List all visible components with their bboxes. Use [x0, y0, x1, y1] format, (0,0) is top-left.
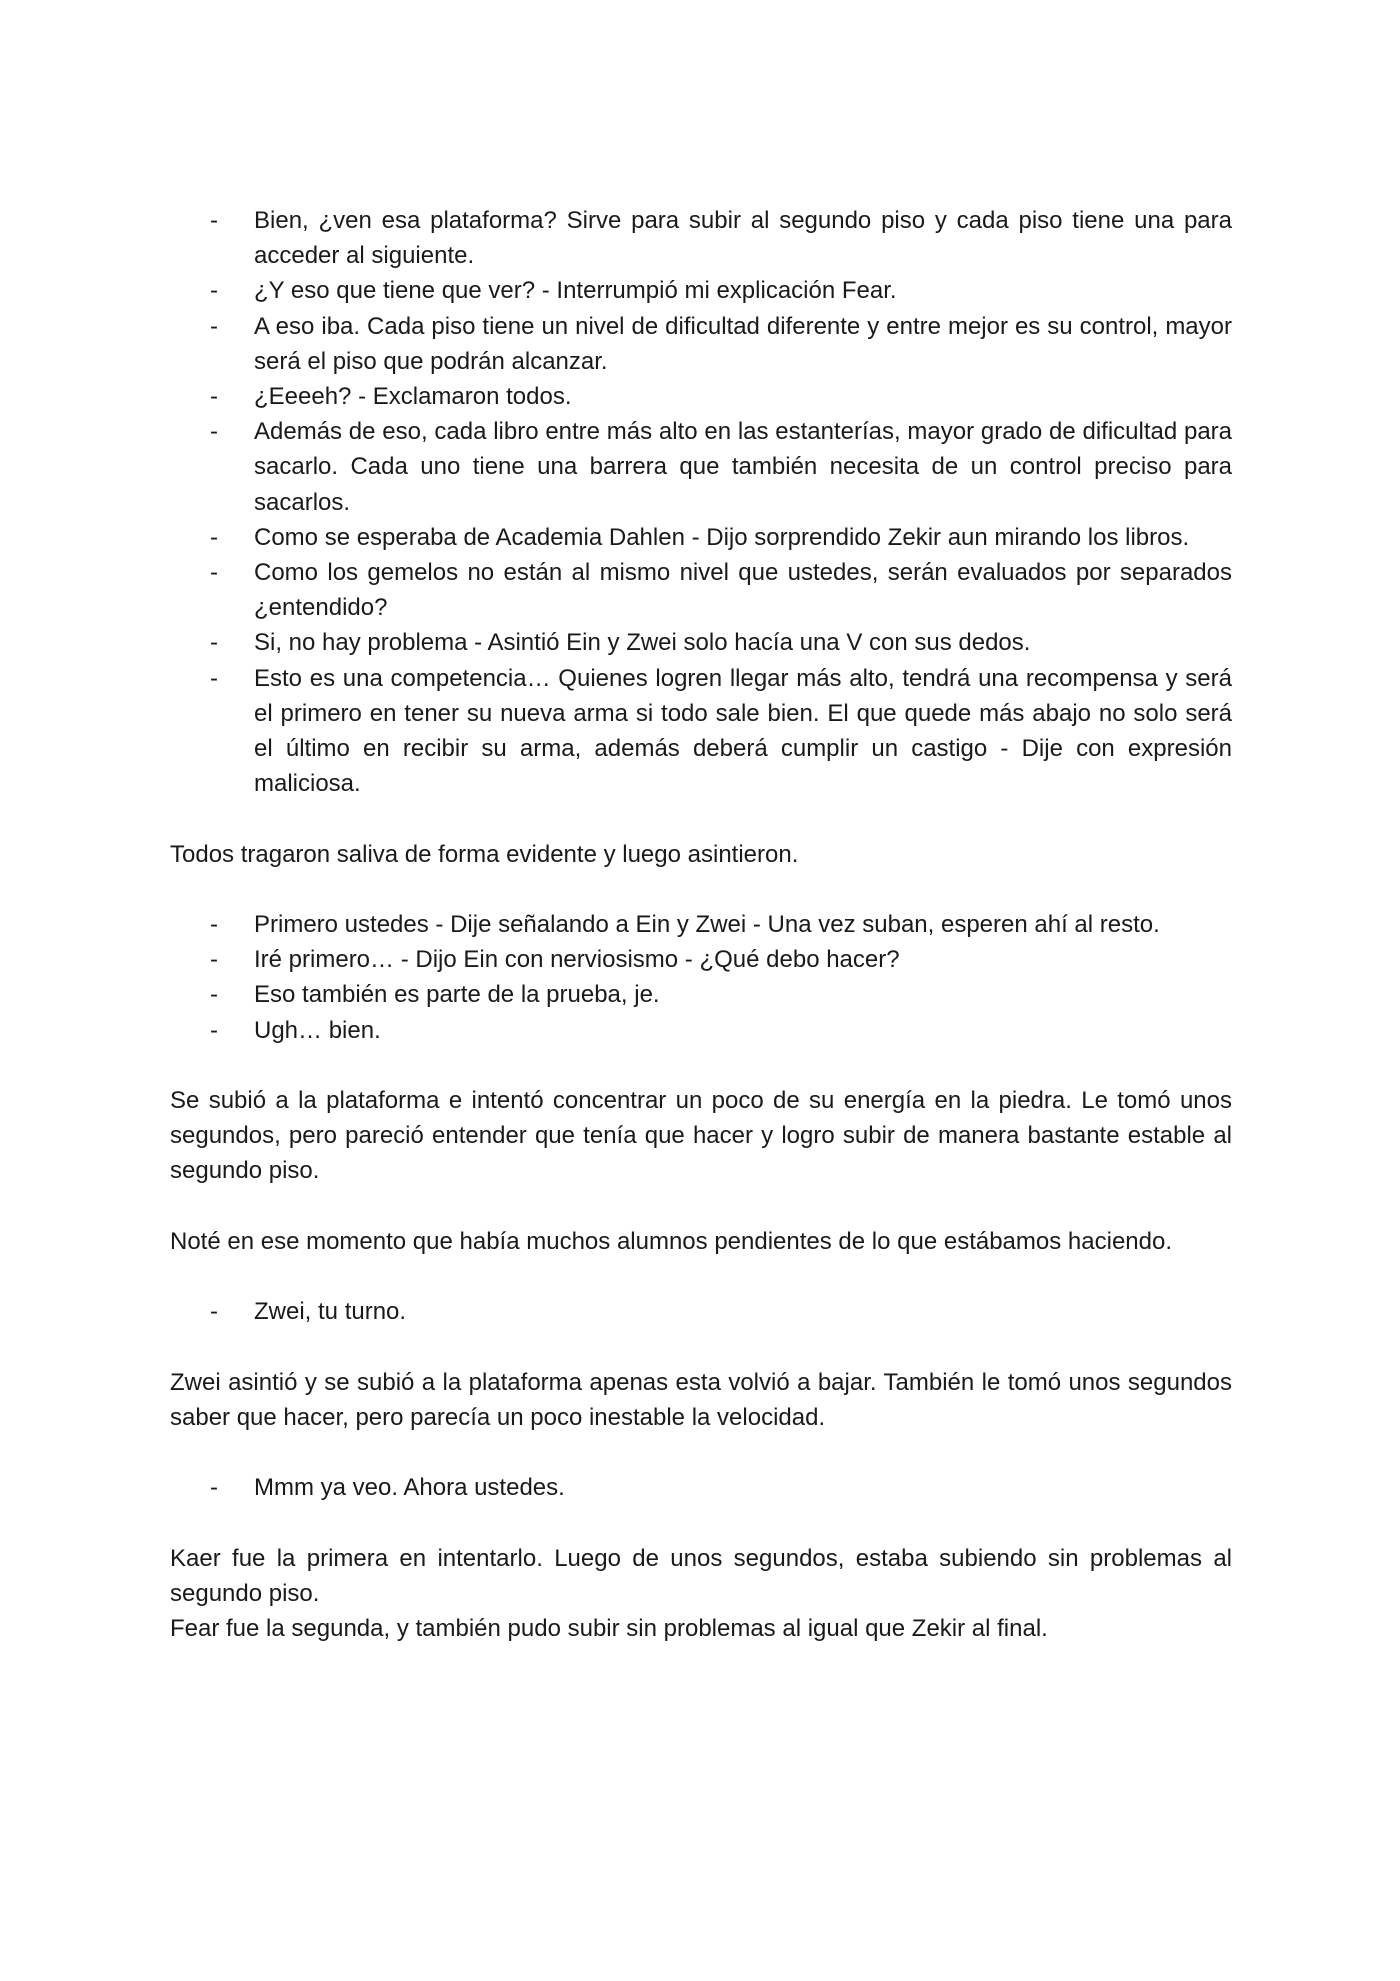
list-item [170, 203, 1232, 273]
dash-bullet: - [210, 559, 218, 587]
dash-bullet: - [210, 207, 218, 234]
list-item [170, 555, 1232, 625]
dash-bullet: - [210, 277, 218, 305]
list-item [170, 273, 1232, 308]
dash-bullet: - [210, 629, 218, 657]
dash-bullet: - [210, 1298, 218, 1326]
list-item [170, 379, 1232, 414]
list-item [170, 1294, 1232, 1329]
list-item [170, 309, 1232, 379]
list-item [170, 661, 1232, 802]
dash-bullet: - [210, 664, 218, 692]
dash-bullet: - [210, 383, 218, 411]
list-item [170, 625, 1232, 660]
list-item-text: Como se esperaba de Academia Dahlen - Dijo sorprendido Zekir aun mirando los libros. [254, 523, 1190, 551]
narration-paragraph: Zwei asintió y se subió a la plataforma apenas esta volvió a bajar. También le tomó unos segundos saber que hacer, pero parecía un poco inestable la velocidad. [170, 1368, 1232, 1431]
dash-bullet: - [210, 312, 218, 340]
list-item-text: Primero ustedes - Dije señalando a Ein y Zwei - Una vez suban, esperen ahí al resto. [254, 911, 1160, 939]
list-item [170, 520, 1232, 555]
narration-paragraph: Kaer fue la primera en intentarlo. Luego de unos segundos, estaba subiendo sin problemas al segundo piso. [170, 1544, 1232, 1607]
dash-bullet: - [210, 418, 218, 446]
list-item-text: Como los gemelos no están al mismo nivel que ustedes, serán evaluados por separados ¿entendido? [254, 559, 1232, 622]
list-item [170, 907, 1232, 942]
list-item [170, 414, 1232, 520]
list-item-text: Además de eso, cada libro entre más alto en las estanterías, mayor grado de dificultad para sacarlo. Cada uno tiene una barrera que también necesita de un control preciso para sacarlos. [254, 418, 1232, 516]
dash-bullet: - [210, 1474, 218, 1502]
list-item-text: ¿Y eso que tiene que ver? - Interrumpió mi explicación Fear. [254, 277, 897, 305]
narration-paragraph: Fear fue la segunda, y también pudo subir sin problemas al igual que Zekir al final. [170, 1615, 1048, 1642]
document-body [170, 203, 1232, 1646]
list-item-text: Eso también es parte de la prueba, je. [254, 981, 660, 1009]
narration-paragraph: Todos tragaron saliva de forma evidente y luego asintieron. [170, 840, 799, 868]
list-item [170, 977, 1232, 1012]
list-item [170, 942, 1232, 977]
list-item [170, 1470, 1232, 1505]
dash-bullet: - [210, 946, 218, 974]
dash-bullet: - [210, 981, 218, 1009]
narration-paragraph: Se subió a la plataforma e intentó concentrar un poco de su energía en la piedra. Le tomó unos segundos, pero pareció entender que tenía que hacer y logro subir de manera bastante estable al segundo piso. [170, 1087, 1232, 1185]
dash-bullet: - [210, 1016, 218, 1044]
dialogue-list [170, 1470, 1232, 1505]
dialogue-list [170, 203, 1232, 801]
list-item-text: Mmm ya veo. Ahora ustedes. [254, 1474, 565, 1502]
dialogue-list [170, 1294, 1232, 1329]
narration-paragraph: Noté en ese momento que había muchos alumnos pendientes de lo que estábamos haciendo. [170, 1227, 1172, 1255]
list-item [170, 1013, 1232, 1048]
dash-bullet: - [210, 523, 218, 551]
list-item-text: Esto es una competencia… Quienes logren llegar más alto, tendrá una recompensa y será el primero en tener su nueva arma si todo sale bien. El que quede más abajo no solo será el último en recibir su arma, además deberá cumplir un castigo - Dije con expresión maliciosa. [254, 664, 1232, 798]
list-item-text: ¿Eeeeh? - Exclamaron todos. [254, 383, 572, 411]
list-item-text: Iré primero… - Dijo Ein con nerviosismo - ¿Qué debo hacer? [254, 946, 900, 974]
list-item-text: A eso iba. Cada piso tiene un nivel de dificultad diferente y entre mejor es su control, mayor será el piso que podrán alcanzar. [254, 312, 1232, 375]
list-item-text: Bien, ¿ven esa plataforma? Sirve para subir al segundo piso y cada piso tiene una para acceder al siguiente. [254, 207, 1232, 270]
dash-bullet: - [210, 911, 218, 939]
list-item-text: Ugh… bien. [254, 1016, 381, 1044]
list-item-text: Si, no hay problema - Asintió Ein y Zwei solo hacía una V con sus dedos. [254, 629, 1031, 657]
dialogue-list [170, 907, 1232, 1048]
list-item-text: Zwei, tu turno. [254, 1298, 407, 1326]
